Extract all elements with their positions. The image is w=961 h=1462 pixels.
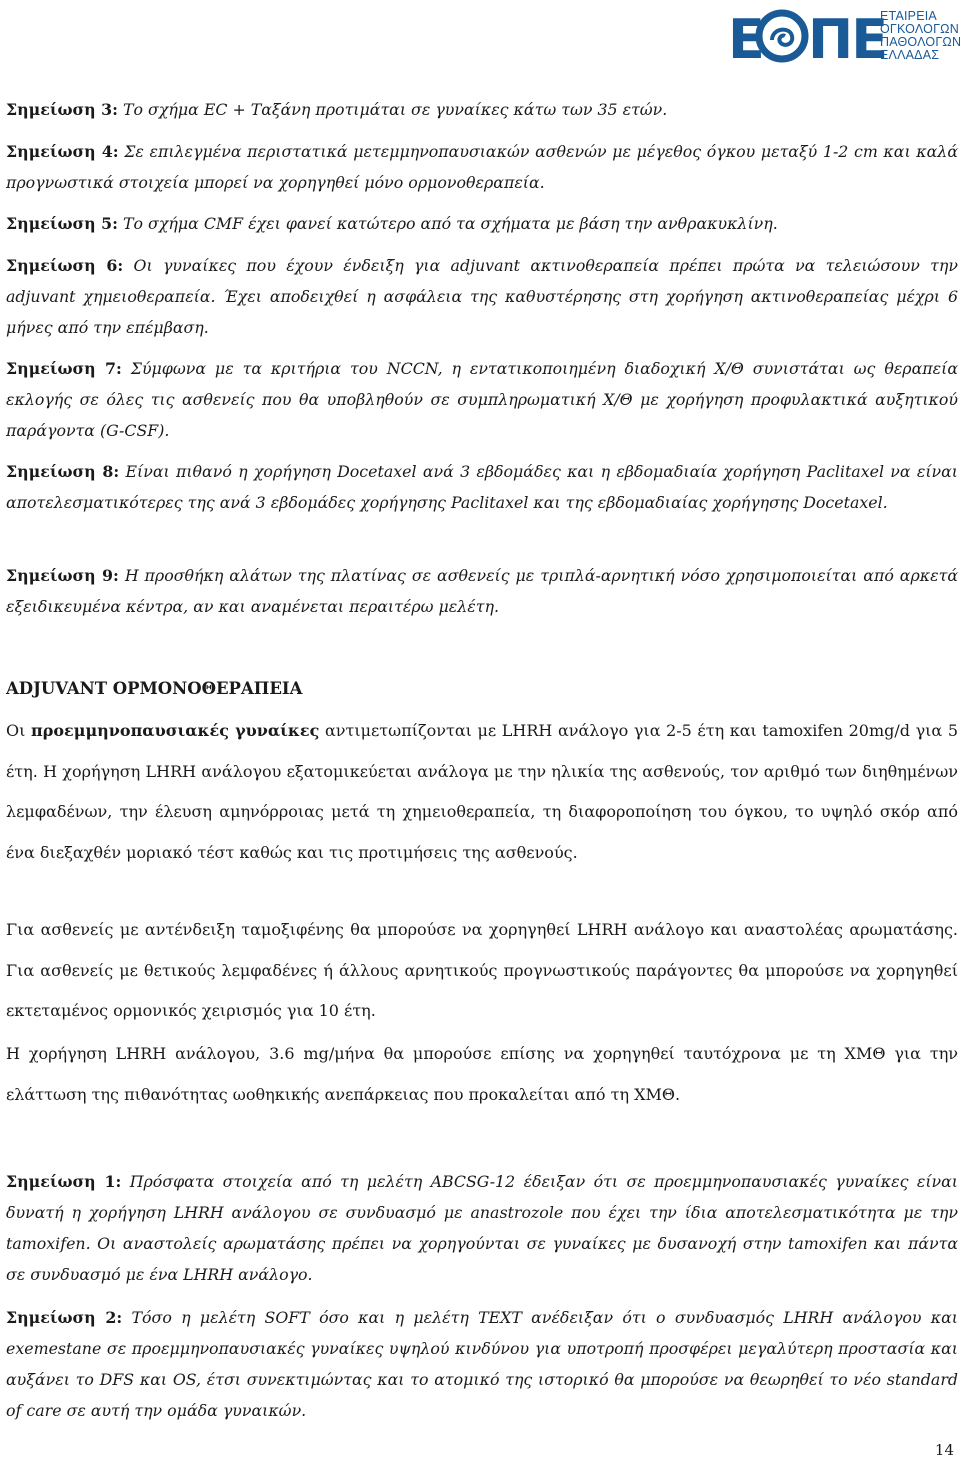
svg-text:Ε: Ε xyxy=(728,8,763,71)
note-text: Είναι πιθανό η χορήγηση Docetaxel ανά 3 εβδομάδες και η εβδομαδιαία χορήγηση Paclitaxel να είναι αποτελεσματικότερες της ανά 3 εβδομάδες χορήγησης Paclitaxel και της εβδομαδιαίας χορήγησης Docetaxel. xyxy=(6,462,958,512)
paragraph-lhrh xyxy=(6,1034,958,1115)
note-label: Σημείωση 7: xyxy=(6,359,122,378)
org-name xyxy=(880,9,961,62)
paragraph-text: Οι xyxy=(6,721,31,740)
note-6 xyxy=(6,250,958,343)
org-line: ΕΛΛΑΔΑΣ xyxy=(880,48,940,62)
paragraph-text: αντιμετωπίζονται με LHRH ανάλογο για 2-5 έτη και tamoxifen 20mg/d για 5 έτη. Η χορήγηση LHRH ανάλογου εξατομικεύεται ανάλογα με την ηλικία της ασθενούς, τον αριθμό των διηθημένων λεμφαδένων, την έλευση αμηνόρροιας μετά τη χημειοθεραπεία, τη διαφοροποίηση του όγκου, το υψηλό σκόρ από ένα διεξαχθέν μοριακό τέστ καθώς και τις προτιμήσεις της ασθενούς. xyxy=(6,721,958,862)
note-text: Πρόσφατα στοιχεία από τη μελέτη ABCSG-12 έδειξαν ότι σε προεμμηνοπαυσιακές γυναίκες είναι δυνατή η χορήγηση LHRH ανάλογου σε συνδυασμό με anastrozole που έχει την ίδια αποτελεσματικότητα με την tamoxifen. Οι αναστολείς αρωματάσης πρέπει να χορηγούνται σε γυναίκες με δυσανοχή στην tamoxifen και πάντα σε συνδυασμό με ένα LHRH ανάλογο. xyxy=(6,1172,958,1284)
paragraph-text: Για ασθενείς με αντένδειξη ταμοξιφένης θα μπορούσε να χορηγηθεί LHRH ανάλογο και αναστολέας αρωματάσης. Για ασθενείς με θετικούς λεμφαδένες ή άλλους αρνητικούς προγνωστικούς παράγοντες θα μπορούσε να χορηγηθεί εκτεταμένος ορμονικός χειρισμός για 10 έτη. xyxy=(6,920,958,1020)
note-label: Σημείωση 3: xyxy=(6,100,118,119)
section-heading: ADJUVANT ΟΡΜΟΝΟΘΕΡΑΠΕΙΑ xyxy=(6,679,303,698)
note-label: Σημείωση 1: xyxy=(6,1172,122,1191)
note-label: Σημείωση 4: xyxy=(6,142,119,161)
paragraph-contraindication xyxy=(6,910,958,1032)
note-text: Οι γυναίκες που έχουν ένδειξη για adjuvant ακτινοθεραπεία πρέπει πρώτα να τελειώσουν την adjuvant χημειοθεραπεία. Έχει αποδειχθεί η ασφάλεια της καθυστέρησης στη χορήγηση ακτινοθεραπείας μέχρι 6 μήνες από την επέμβαση. xyxy=(6,256,958,337)
org-line: ΟΓΚΟΛΟΓΩΝ xyxy=(880,22,959,36)
note-7 xyxy=(6,353,958,446)
note-text: Σε επιλεγμένα περιστατικά μετεμμηνοπαυσιακών ασθενών με μέγεθος όγκου μεταξύ 1-2 cm και καλά προγνωστικά στοιχεία μπορεί να χορηγηθεί μόνο ορμονοθεραπεία. xyxy=(6,142,958,192)
note-text: Η προσθήκη αλάτων της πλατίνας σε ασθενείς με τριπλά-αρνητική νόσο χρησιμοποιείται από αρκετά εξειδικευμένα κέντρα, αν και αναμένεται περαιτέρω μελέτη. xyxy=(6,566,958,616)
org-line: ΕΤΑΙΡΕΙΑ xyxy=(880,9,937,23)
svg-text:ΠΕ: ΠΕ xyxy=(808,8,887,71)
note-9 xyxy=(6,560,958,622)
page-number: 14 xyxy=(934,1441,954,1459)
note-text: Τόσο η μελέτη SOFT όσο και η μελέτη TEXT ανέδειξαν ότι ο συνδυασμός LHRH ανάλογου και exemestane σε προεμμηνοπαυσιακές γυναίκες υψηλού κινδύνου για υποτροπή προσφέρει μεγαλύτερη προστασία και αυξάνει το DFS και OS, έτσι συνεκτιμώντας και το ατομικό της ιστορικό θα μπορούσε να θεωρηθεί το νέο standard of care σε αυτή την ομάδα γυναικών. xyxy=(6,1308,958,1420)
paragraph-text: Η χορήγηση LHRH ανάλογου, 3.6 mg/μήνα θα μπορούσε επίσης να χορηγηθεί ταυτόχρονα με τη ΧΜΘ για την ελάττωση της πιθανότητας ωοθηκικής ανεπάρκειας που προκαλείται από τη ΧΜΘ. xyxy=(6,1044,958,1104)
note-1 xyxy=(6,1166,958,1290)
note-text: Το σχήμα CMF έχει φανεί κατώτερο από τα σχήματα με βάση την ανθρακυκλίνη. xyxy=(117,214,778,233)
note-label: Σημείωση 9: xyxy=(6,566,119,585)
note-text: Σύμφωνα με τα κριτήρια του NCCN, η εντατικοποιημένη διαδοχική Χ/Θ συνιστάται ως θεραπεία εκλογής σε όλες τις ασθενείς που θα υποβληθούν σε συμπληρωματική Χ/Θ με χορήγηση προφυλακτικά αυξητικού παράγοντα (G-CSF). xyxy=(6,359,958,440)
note-label: Σημείωση 2: xyxy=(6,1308,123,1327)
note-text: Το σχήμα EC + Ταξάνη προτιμάται σε γυναίκες κάτω των 35 ετών. xyxy=(117,100,668,119)
org-line: ΠΑΘΟΛΟΓΩΝ xyxy=(880,35,961,49)
note-3 xyxy=(6,94,958,125)
note-2 xyxy=(6,1302,958,1426)
note-5 xyxy=(6,208,958,239)
note-label: Σημείωση 6: xyxy=(6,256,124,275)
note-label: Σημείωση 5: xyxy=(6,214,118,233)
note-label: Σημείωση 8: xyxy=(6,462,120,481)
eope-logo xyxy=(728,6,961,71)
note-4 xyxy=(6,136,958,198)
paragraph-bold-term: προεμμηνοπαυσιακές γυναίκες xyxy=(30,721,320,740)
logo-letters-graphic xyxy=(728,6,887,71)
note-8 xyxy=(6,456,958,518)
paragraph-premenopausal xyxy=(6,711,958,873)
